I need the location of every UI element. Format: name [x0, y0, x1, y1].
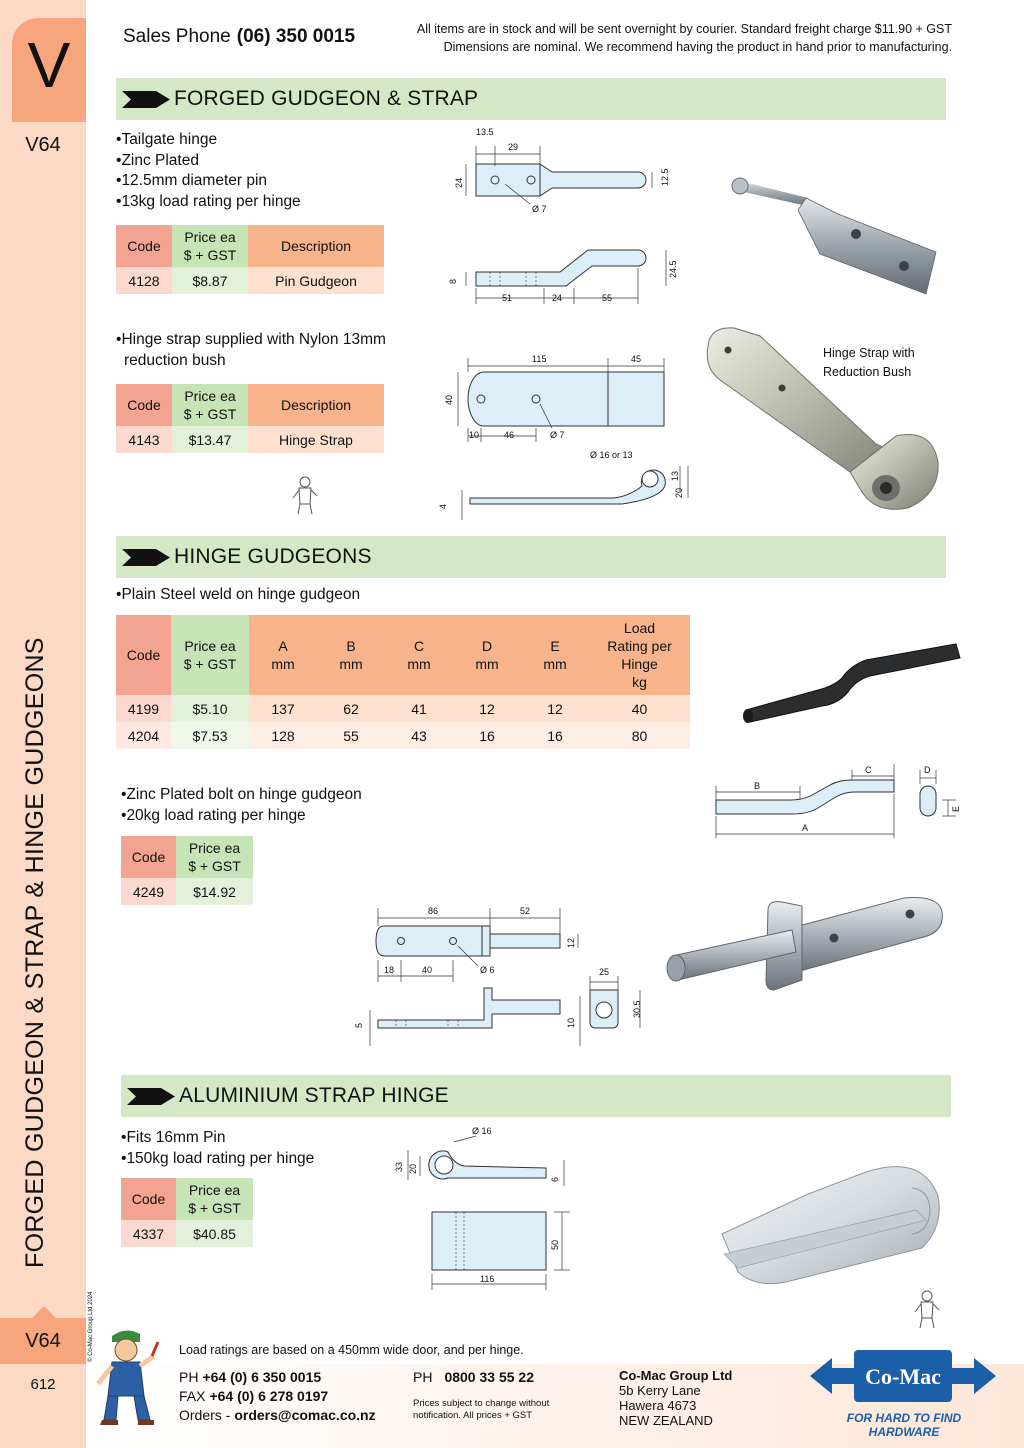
- th-price: Price ea $ + GST: [172, 225, 248, 267]
- dim-label: A: [802, 823, 809, 833]
- dim-label: 40: [422, 965, 433, 975]
- tagline: FOR HARD TO FIND HARDWARE: [846, 1411, 962, 1439]
- cell-a: 128: [249, 722, 317, 749]
- cell-code: 4337: [121, 1220, 176, 1247]
- section-title-aluminium: ALUMINIUM STRAP HINGE: [179, 1084, 449, 1107]
- bullet: •Tailgate hinge: [116, 131, 218, 148]
- table-row: [121, 1220, 253, 1247]
- address-line: NEW ZEALAND: [619, 1413, 713, 1428]
- sales-phone-number[interactable]: (06) 350 0015: [236, 26, 356, 47]
- header-note: [352, 20, 952, 56]
- th-price: Price ea $ + GST: [176, 836, 253, 878]
- dim-label: C: [865, 765, 872, 775]
- photo-label-strap: Hinge Strap with Reduction Bush: [823, 346, 915, 379]
- section-letter-tab: [12, 18, 86, 122]
- bullet: •Plain Steel weld on hinge gudgeon: [116, 586, 361, 603]
- th-code: Code: [116, 615, 171, 695]
- dim-label: Ø 7: [550, 430, 565, 440]
- cell-code: 4128: [116, 267, 172, 294]
- dim-label: 13.5: [476, 127, 494, 137]
- dim-label: 55: [602, 293, 613, 303]
- dim-label: 30.5: [632, 1000, 642, 1018]
- address-line: Hawera 4673: [619, 1398, 697, 1413]
- bolt-on-gudgeon-photo: [664, 892, 948, 1020]
- bullet: •Zinc Plated bolt on hinge gudgeon: [121, 786, 362, 803]
- dim-label: D: [924, 765, 931, 775]
- fax-number: +64 (0) 6 278 0197: [209, 1388, 329, 1404]
- table-row: [121, 878, 253, 905]
- dim-label: 13: [670, 470, 680, 481]
- table-row: [116, 426, 384, 453]
- dim-label: Ø 7: [532, 204, 547, 214]
- bullets-forged: [116, 130, 301, 212]
- cell-price: $8.87: [172, 267, 248, 294]
- dim-label: 24: [552, 293, 563, 303]
- bullets-bolt-on: [121, 785, 362, 826]
- dim-label: 86: [428, 906, 439, 916]
- header-note-line1: All items are in stock and will be sent overnight by courier. Standard freight charge $11.90 + GST: [416, 22, 952, 36]
- prices-note: Prices subject to change without notification. All prices + GST: [413, 1398, 550, 1421]
- th-description: Description: [248, 384, 384, 426]
- cell-a: 137: [249, 695, 317, 722]
- price-table-4337: [121, 1178, 253, 1247]
- plain-steel-gudgeon-photo: [738, 636, 964, 728]
- company-address: [619, 1368, 732, 1428]
- address-line: 5b Kerry Lane: [619, 1383, 701, 1398]
- bullet: •Fits 16mm Pin: [121, 1129, 226, 1146]
- bullet: •Hinge strap supplied with Nylon 13mm: [116, 331, 386, 348]
- orders-email-link[interactable]: orders@comac.co.nz: [234, 1407, 376, 1423]
- diagram-pin-gudgeon: [440, 122, 690, 314]
- dim-label: 6: [550, 1176, 560, 1182]
- bullet: reduction bush: [124, 351, 226, 369]
- arrow-icon: [122, 549, 170, 566]
- footer-fax: FAX +64 (0) 6 278 0197: [179, 1388, 329, 1404]
- cell-code: 4249: [121, 878, 176, 905]
- header-note-line2: Dimensions are nominal. We recommend having the product in hand prior to manufacturing.: [443, 40, 952, 54]
- footer-freephone: PH 0800 33 55 22: [413, 1369, 534, 1385]
- dim-label: 24.5: [668, 260, 678, 278]
- footer-orders: Orders - orders@comac.co.nz: [179, 1407, 376, 1423]
- cell-d: 16: [453, 722, 521, 749]
- diagram-hinge-strap: [436, 350, 696, 520]
- dim-label: 18: [384, 965, 395, 975]
- price-table-4249: [121, 836, 253, 905]
- arrow-icon: [127, 1088, 175, 1105]
- side-code-top: V64: [25, 134, 61, 156]
- dim-label: 4: [438, 503, 448, 509]
- section-title-forged: FORGED GUDGEON & STRAP: [174, 87, 479, 110]
- mascot-small-icon: [912, 1288, 942, 1330]
- cell-price: $7.53: [171, 722, 249, 749]
- dim-label: 25: [599, 967, 610, 977]
- cell-code: 4204: [116, 722, 171, 749]
- bullets-strap: [116, 330, 386, 371]
- dim-label: E: [951, 805, 961, 812]
- th-description: Description: [248, 225, 384, 267]
- mascot-icon: [92, 1326, 162, 1426]
- cell-e: 12: [521, 695, 589, 722]
- dim-label: 12: [566, 937, 576, 948]
- dim-label: 40: [444, 394, 454, 405]
- section-bar-hinge: [116, 536, 946, 578]
- th-price: Price ea $ + GST: [172, 384, 248, 426]
- dim-label: 50: [550, 1239, 560, 1250]
- th-d: D mm: [453, 615, 521, 695]
- bullet: •150kg load rating per hinge: [121, 1149, 315, 1167]
- th-code: Code: [116, 384, 172, 426]
- diagram-gudgeon-dimensions: [708, 760, 968, 840]
- th-code: Code: [121, 1178, 176, 1220]
- th-e: E mm: [521, 615, 589, 695]
- dim-label: 5: [354, 1022, 364, 1028]
- bullets-hinge: [116, 585, 360, 606]
- logo-text: Co-Mac: [865, 1364, 941, 1389]
- th-price: Price ea $ + GST: [171, 615, 249, 695]
- table-row: [116, 695, 690, 722]
- cell-code: 4199: [116, 695, 171, 722]
- load-note: Load ratings are based on a 450mm wide door, and per hinge.: [179, 1343, 524, 1357]
- arrow-icon: [122, 91, 170, 108]
- page-number: 612: [30, 1376, 56, 1393]
- cell-price: $5.10: [171, 695, 249, 722]
- th-a: A mm: [249, 615, 317, 695]
- footer-phone: PH +64 (0) 6 350 0015: [179, 1369, 322, 1385]
- diagram-aluminium-hinge: [384, 1120, 584, 1292]
- dim-label: 10: [469, 430, 480, 440]
- bullet: •12.5mm diameter pin: [116, 172, 268, 189]
- bullet: •Zinc Plated: [116, 151, 199, 169]
- aluminium-strap-hinge-photo: [716, 1150, 946, 1290]
- dim-label: 51: [502, 293, 513, 303]
- section-letter: V: [27, 29, 71, 101]
- freephone-number[interactable]: 0800 33 55 22: [444, 1369, 534, 1385]
- table-row: [116, 267, 384, 294]
- cell-load: 80: [589, 722, 690, 749]
- cell-price: $14.92: [176, 878, 253, 905]
- dim-label: Ø 16 or 13: [590, 450, 633, 460]
- company-name: Co-Mac Group Ltd: [619, 1368, 733, 1383]
- th-code: Code: [121, 836, 176, 878]
- pin-gudgeon-photo: [726, 170, 952, 312]
- side-code-bottom: V64: [25, 1330, 61, 1352]
- th-code: Code: [116, 225, 172, 267]
- side-code-bottom-tab: [0, 1318, 86, 1364]
- side-vertical-title: FORGED GUDGEON & STRAP & HINGE GUDGEONS: [21, 637, 49, 1268]
- dim-label: 52: [520, 906, 531, 916]
- sales-phone-label: Sales Phone: [123, 26, 231, 47]
- cell-c: 43: [385, 722, 453, 749]
- mascot-small-icon: [290, 474, 320, 516]
- cell-load: 40: [589, 695, 690, 722]
- dim-label: Ø 16: [472, 1126, 492, 1136]
- dim-label: 20: [408, 1163, 418, 1174]
- dim-label: 12.5: [660, 168, 670, 186]
- dim-label: 8: [448, 278, 458, 284]
- th-b: B mm: [317, 615, 385, 695]
- price-table-4143: [116, 384, 384, 453]
- dim-label: 115: [532, 354, 547, 364]
- dim-label: 33: [394, 1161, 404, 1172]
- bullet: •20kg load rating per hinge: [121, 806, 306, 824]
- sales-phone: [123, 26, 355, 48]
- cell-description: Pin Gudgeon: [248, 267, 384, 294]
- section-bar-forged: [116, 78, 946, 120]
- dim-label: 24: [454, 177, 464, 188]
- price-table-4128: [116, 225, 384, 294]
- th-price: Price ea $ + GST: [176, 1178, 253, 1220]
- cell-e: 16: [521, 722, 589, 749]
- cell-d: 12: [453, 695, 521, 722]
- cell-description: Hinge Strap: [248, 426, 384, 453]
- table-row: [116, 722, 690, 749]
- cell-price: $13.47: [172, 426, 248, 453]
- bullets-aluminium: [121, 1128, 314, 1169]
- dim-label: B: [754, 781, 761, 791]
- cell-b: 55: [317, 722, 385, 749]
- th-c: C mm: [385, 615, 453, 695]
- cell-b: 62: [317, 695, 385, 722]
- section-title-hinge: HINGE GUDGEONS: [174, 545, 372, 568]
- dim-label: 45: [631, 354, 642, 364]
- phone-number[interactable]: +64 (0) 6 350 0015: [202, 1369, 322, 1385]
- cell-price: $40.85: [176, 1220, 253, 1247]
- dim-label: 46: [504, 430, 515, 440]
- th-load: Load Rating per Hinge kg: [589, 615, 690, 695]
- cell-code: 4143: [116, 426, 172, 453]
- diagram-bolt-on-gudgeon: [352, 900, 652, 1050]
- cell-c: 41: [385, 695, 453, 722]
- section-bar-aluminium: [121, 1075, 951, 1117]
- dim-label: 116: [480, 1274, 495, 1284]
- bullet: •13kg load rating per hinge: [116, 192, 301, 210]
- dim-label: 29: [508, 142, 519, 152]
- dim-label: 20: [674, 487, 684, 498]
- comac-logo[interactable]: [810, 1344, 996, 1414]
- dim-label: 10: [566, 1017, 576, 1028]
- dim-label: Ø 6: [480, 965, 495, 975]
- copyright: © Co-Mac Group Ltd 2024: [88, 1291, 94, 1362]
- price-table-hinge-gudgeons: [116, 615, 690, 749]
